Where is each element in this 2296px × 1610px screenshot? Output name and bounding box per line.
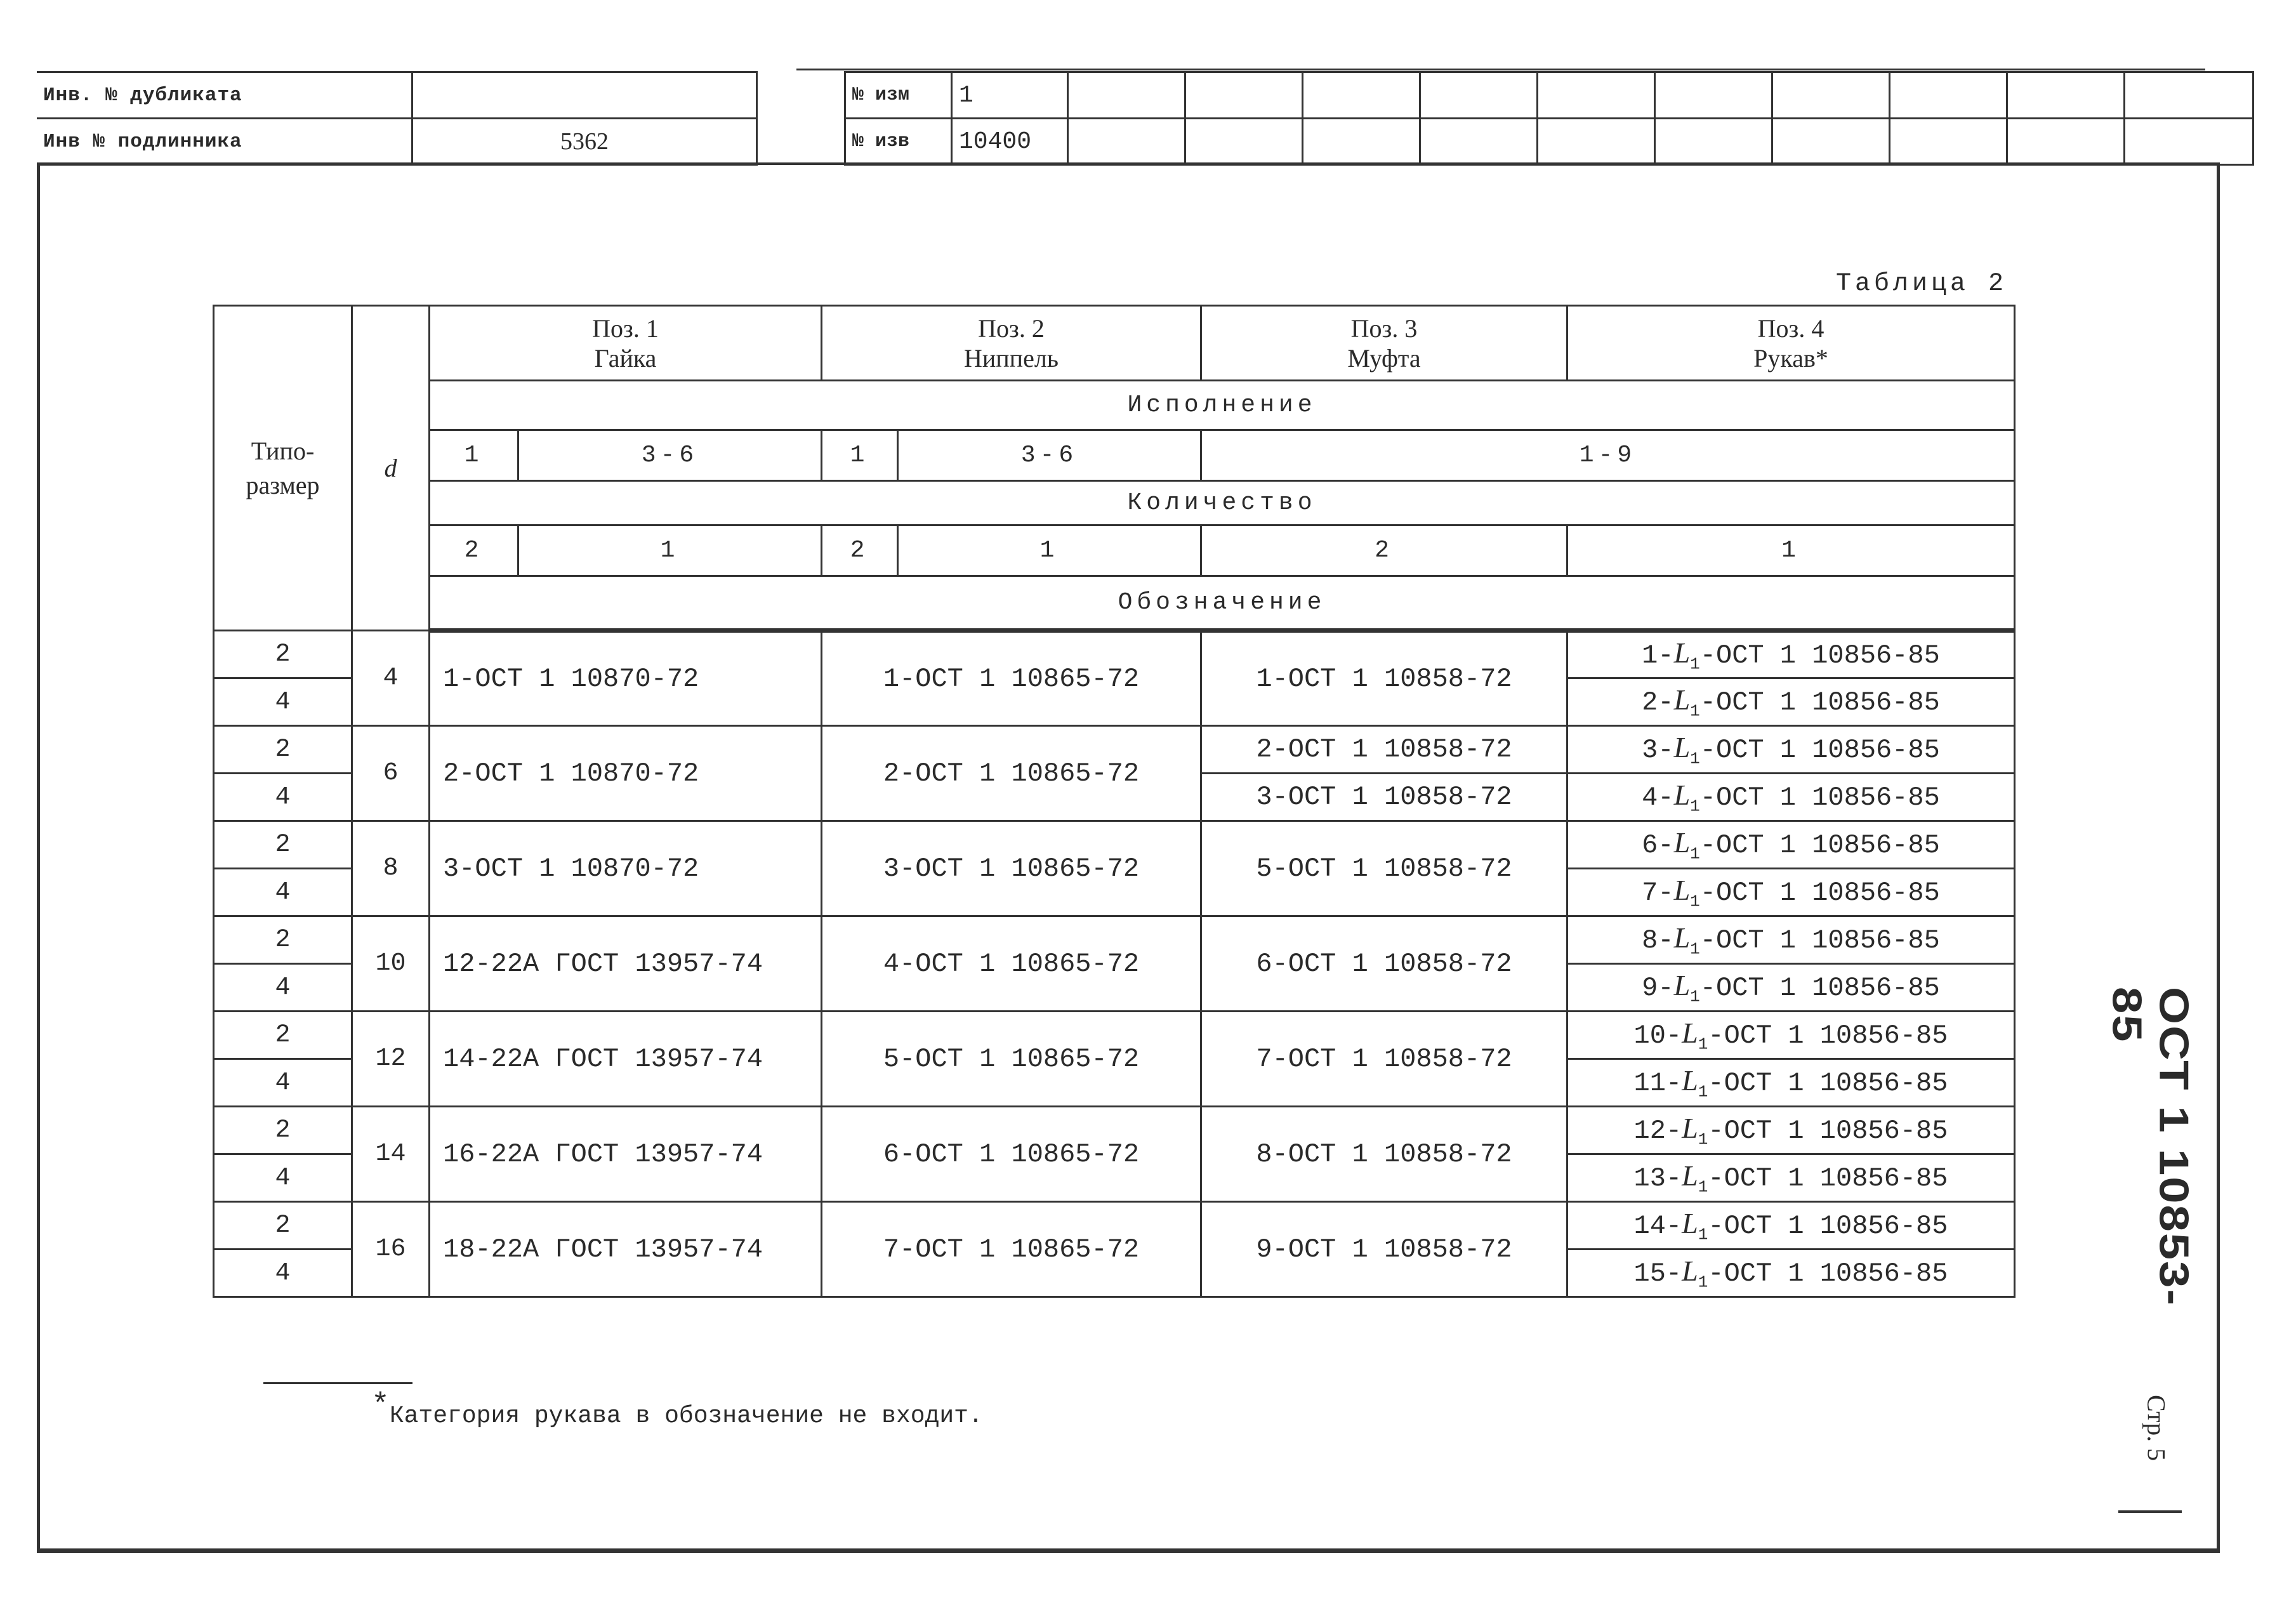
pos4-cell xyxy=(1567,726,2015,774)
pos4-length-subscript: 1 xyxy=(1698,1225,1708,1244)
table-row xyxy=(214,1012,2015,1059)
pos4-tail: -ОСТ 1 10856-85 xyxy=(1708,1020,1948,1052)
pos4-tail: -ОСТ 1 10856-85 xyxy=(1699,735,1940,766)
stamp-cell xyxy=(1068,119,1185,165)
original-inv-label: Инв № подлинника xyxy=(37,119,412,165)
pos4-length-symbol: L xyxy=(1682,1112,1698,1145)
pos4-length-symbol: L xyxy=(1673,683,1691,716)
pos4-length-subscript: 1 xyxy=(1690,701,1700,721)
footnote xyxy=(371,1389,983,1430)
isp-pos2-b: 3-6 xyxy=(898,430,1201,481)
d-cell: 6 xyxy=(352,726,430,821)
pos4-tail: -ОСТ 1 10856-85 xyxy=(1708,1258,1948,1290)
stamp-cell xyxy=(1303,119,1420,165)
stamp-cell xyxy=(1303,72,1420,119)
stamp-cell xyxy=(1420,119,1538,165)
tiporazmer-cell: 2 xyxy=(214,726,352,774)
kol-pos2-b: 1 xyxy=(898,525,1201,576)
pos1-cell: 1-ОСТ 1 10870-72 xyxy=(430,631,822,726)
table-row xyxy=(214,1202,2015,1250)
pos4-cell xyxy=(1567,774,2015,821)
pos3-cell: 5-ОСТ 1 10858-72 xyxy=(1201,821,1567,916)
isp-pos1-a: 1 xyxy=(430,430,518,481)
pos4-cell xyxy=(1567,916,2015,964)
stamp-cell xyxy=(1538,119,1655,165)
stamp-cell xyxy=(1068,72,1185,119)
pos4-length-subscript: 1 xyxy=(1690,654,1700,674)
pos4-length-symbol: L xyxy=(1682,1159,1698,1192)
tiporazmer-cell: 2 xyxy=(214,1202,352,1250)
pos4-length-symbol: L xyxy=(1673,969,1691,1002)
pos4-tail: -ОСТ 1 10856-85 xyxy=(1699,782,1940,814)
table-row xyxy=(214,916,2015,964)
pos4-length-subscript: 1 xyxy=(1698,1272,1708,1292)
pos3-cell: 8-ОСТ 1 10858-72 xyxy=(1201,1107,1567,1202)
pos4-length-symbol: L xyxy=(1673,637,1691,670)
pos4-tail: -ОСТ 1 10856-85 xyxy=(1708,1116,1948,1147)
table-row xyxy=(214,1107,2015,1154)
header-oboznachenie: Обозначение xyxy=(430,576,2015,631)
pos4-prefix: 1- xyxy=(1642,640,1674,671)
stamp-cell xyxy=(1890,119,2007,165)
pos4-prefix: 15- xyxy=(1633,1258,1682,1290)
pos3-cell: 3-ОСТ 1 10858-72 xyxy=(1201,774,1567,821)
pos4-tail: -ОСТ 1 10856-85 xyxy=(1708,1211,1948,1242)
margin-rule xyxy=(2118,1510,2182,1513)
pos4-cell xyxy=(1567,1107,2015,1154)
header-tiporazmer xyxy=(214,306,352,631)
footnote-rule xyxy=(263,1382,412,1384)
pos2-cell: 2-ОСТ 1 10865-72 xyxy=(822,726,1201,821)
pos4-cell xyxy=(1567,1202,2015,1250)
change-stamp xyxy=(844,71,2254,166)
pos2-cell: 1-ОСТ 1 10865-72 xyxy=(822,631,1201,726)
pos4-prefix: 9- xyxy=(1642,973,1674,1004)
d-cell: 10 xyxy=(352,916,430,1012)
pos2-cell: 3-ОСТ 1 10865-72 xyxy=(822,821,1201,916)
stamp-cell xyxy=(1655,119,1772,165)
stamp-cell xyxy=(2125,72,2253,119)
pos4-prefix: 6- xyxy=(1642,830,1674,861)
kol-pos1-a: 2 xyxy=(430,525,518,576)
pos4-prefix: 7- xyxy=(1642,878,1674,909)
pos4-prefix: 2- xyxy=(1642,687,1674,718)
pos3-cell: 2-ОСТ 1 10858-72 xyxy=(1201,726,1567,774)
pos4-cell xyxy=(1567,869,2015,916)
pos4-length-symbol: L xyxy=(1673,826,1691,859)
duplicate-inv-value xyxy=(412,72,757,119)
pos1-cell: 12-22А ГОСТ 13957-74 xyxy=(430,916,822,1012)
pos4-cell xyxy=(1567,1154,2015,1202)
header-pos3 xyxy=(1201,306,1567,381)
stamp-cell xyxy=(1538,72,1655,119)
d-cell: 16 xyxy=(352,1202,430,1297)
pos4-cell xyxy=(1567,1250,2015,1297)
pos4-cell xyxy=(1567,631,2015,678)
footnote-text: Категория рукава в обозначение не входит. xyxy=(389,1402,983,1430)
header-pos1-text: Поз. 1 Гайка xyxy=(592,313,659,373)
pos4-length-subscript: 1 xyxy=(1690,939,1700,959)
stamp-cell xyxy=(1655,72,1772,119)
header-pos4-text: Поз. 4 Рукав* xyxy=(1753,313,1828,373)
tiporazmer-cell: 4 xyxy=(214,678,352,726)
tiporazmer-cell: 2 xyxy=(214,1107,352,1154)
pos4-tail: -ОСТ 1 10856-85 xyxy=(1699,687,1940,718)
tiporazmer-cell: 4 xyxy=(214,1250,352,1297)
pos1-cell: 3-ОСТ 1 10870-72 xyxy=(430,821,822,916)
kol-pos3: 2 xyxy=(1201,525,1567,576)
tiporazmer-cell: 4 xyxy=(214,774,352,821)
pos4-cell xyxy=(1567,821,2015,869)
stamp-cell xyxy=(2007,72,2125,119)
pos4-prefix: 13- xyxy=(1633,1163,1682,1194)
pos3-cell: 7-ОСТ 1 10858-72 xyxy=(1201,1012,1567,1107)
parts-table xyxy=(213,305,2016,1298)
table-row xyxy=(214,631,2015,678)
pos4-cell xyxy=(1567,678,2015,726)
pos4-length-subscript: 1 xyxy=(1698,1082,1708,1102)
original-inv-value: 5362 xyxy=(412,119,757,165)
page-number xyxy=(2131,1383,2182,1472)
pos4-prefix: 11- xyxy=(1633,1068,1682,1099)
pos3-cell: 6-ОСТ 1 10858-72 xyxy=(1201,916,1567,1012)
pos4-length-subscript: 1 xyxy=(1698,1034,1708,1054)
d-cell: 14 xyxy=(352,1107,430,1202)
header-pos1 xyxy=(430,306,822,381)
pos4-length-symbol: L xyxy=(1682,1064,1698,1097)
tiporazmer-cell: 4 xyxy=(214,1154,352,1202)
pos4-length-subscript: 1 xyxy=(1698,1177,1708,1197)
d-cell: 12 xyxy=(352,1012,430,1107)
stamp-cell xyxy=(2007,119,2125,165)
change-number-value: 1 xyxy=(952,72,1068,119)
header-d xyxy=(352,306,430,631)
pos4-length-subscript: 1 xyxy=(1690,892,1700,911)
parts-table-body xyxy=(214,631,2015,1297)
stamp-cell xyxy=(1772,119,1890,165)
footnote-star: * xyxy=(371,1389,390,1423)
pos4-cell xyxy=(1567,1012,2015,1059)
pos4-length-symbol: L xyxy=(1673,731,1691,764)
pos4-length-symbol: L xyxy=(1673,921,1691,954)
pos1-cell: 16-22А ГОСТ 13957-74 xyxy=(430,1107,822,1202)
tiporazmer-cell: 2 xyxy=(214,631,352,678)
pos4-length-symbol: L xyxy=(1682,1017,1698,1050)
table-row xyxy=(214,726,2015,774)
pos4-cell xyxy=(1567,964,2015,1012)
pos2-cell: 6-ОСТ 1 10865-72 xyxy=(822,1107,1201,1202)
header-pos2 xyxy=(822,306,1201,381)
stamp-cell xyxy=(1420,72,1538,119)
notice-number-value: 10400 xyxy=(952,119,1068,165)
pos4-tail: -ОСТ 1 10856-85 xyxy=(1699,640,1940,671)
pos4-tail: -ОСТ 1 10856-85 xyxy=(1699,973,1940,1004)
pos4-tail: -ОСТ 1 10856-85 xyxy=(1708,1068,1948,1099)
pos4-length-subscript: 1 xyxy=(1690,844,1700,864)
tiporazmer-cell: 2 xyxy=(214,916,352,964)
pos4-length-subscript: 1 xyxy=(1690,796,1700,816)
header-tiporazmer-text: Типо- размер xyxy=(246,436,320,499)
stamp-cell xyxy=(1185,72,1303,119)
pos4-prefix: 10- xyxy=(1633,1020,1682,1052)
pos4-prefix: 12- xyxy=(1633,1116,1682,1147)
stamp-cell xyxy=(1185,119,1303,165)
stamp-cell xyxy=(2125,119,2253,165)
pos1-cell: 14-22А ГОСТ 13957-74 xyxy=(430,1012,822,1107)
duplicate-inv-label: Инв. № дубликата xyxy=(37,72,412,119)
pos4-prefix: 8- xyxy=(1642,925,1674,956)
header-ispolnenie: Исполнение xyxy=(430,381,2015,430)
table-caption: Таблица 2 xyxy=(1835,270,2007,298)
header-kolichestvo: Количество xyxy=(430,481,2015,525)
document-designation xyxy=(2103,987,2197,1342)
pos4-tail: -ОСТ 1 10856-85 xyxy=(1708,1163,1948,1194)
pos2-cell: 4-ОСТ 1 10865-72 xyxy=(822,916,1201,1012)
pos2-cell: 7-ОСТ 1 10865-72 xyxy=(822,1202,1201,1297)
pos4-prefix: 14- xyxy=(1633,1211,1682,1242)
tiporazmer-cell: 2 xyxy=(214,821,352,869)
pos1-cell: 2-ОСТ 1 10870-72 xyxy=(430,726,822,821)
pos4-tail: -ОСТ 1 10856-85 xyxy=(1699,878,1940,909)
pos2-cell: 5-ОСТ 1 10865-72 xyxy=(822,1012,1201,1107)
pos1-cell: 18-22А ГОСТ 13957-74 xyxy=(430,1202,822,1297)
header-pos2-text: Поз. 2 Ниппель xyxy=(963,313,1059,373)
isp-pos2-a: 1 xyxy=(822,430,898,481)
pos4-cell xyxy=(1567,1059,2015,1107)
tiporazmer-cell: 2 xyxy=(214,1012,352,1059)
tiporazmer-cell: 4 xyxy=(214,1059,352,1107)
pos4-tail: -ОСТ 1 10856-85 xyxy=(1699,830,1940,861)
tiporazmer-cell: 4 xyxy=(214,964,352,1012)
change-number-label: № изм xyxy=(845,72,952,119)
tiporazmer-cell: 4 xyxy=(214,869,352,916)
pos4-tail: -ОСТ 1 10856-85 xyxy=(1699,925,1940,956)
kol-pos4: 1 xyxy=(1567,525,2015,576)
header-pos4 xyxy=(1567,306,2015,381)
d-cell: 8 xyxy=(352,821,430,916)
d-cell: 4 xyxy=(352,631,430,726)
document-designation-text: ОСТ 1 10853-85 xyxy=(2103,987,2197,1307)
pos4-length-symbol: L xyxy=(1673,779,1691,812)
header-pos3-text: Поз. 3 Муфта xyxy=(1347,313,1421,373)
stamp-cell xyxy=(1890,72,2007,119)
kol-pos2-a: 2 xyxy=(822,525,898,576)
pos4-length-symbol: L xyxy=(1673,874,1691,907)
pos4-prefix: 4- xyxy=(1642,782,1674,814)
pos3-cell: 1-ОСТ 1 10858-72 xyxy=(1201,631,1567,726)
page-number-text: Стр. 5 xyxy=(2142,1394,2171,1462)
inventory-stamp xyxy=(37,71,758,166)
pos3-cell: 9-ОСТ 1 10858-72 xyxy=(1201,1202,1567,1297)
isp-pos34: 1-9 xyxy=(1201,430,2015,481)
pos4-prefix: 3- xyxy=(1642,735,1674,766)
header-d-text: d xyxy=(384,454,397,482)
pos4-length-subscript: 1 xyxy=(1698,1130,1708,1149)
isp-pos1-b: 3-6 xyxy=(518,430,822,481)
stamp-cell xyxy=(1772,72,1890,119)
stamp-top-line xyxy=(796,69,2205,70)
kol-pos1-b: 1 xyxy=(518,525,822,576)
notice-number-label: № изв xyxy=(845,119,952,165)
pos4-length-symbol: L xyxy=(1682,1255,1698,1288)
pos4-length-subscript: 1 xyxy=(1690,987,1700,1006)
pos4-length-symbol: L xyxy=(1682,1207,1698,1240)
table-row xyxy=(214,821,2015,869)
pos4-length-subscript: 1 xyxy=(1690,749,1700,769)
